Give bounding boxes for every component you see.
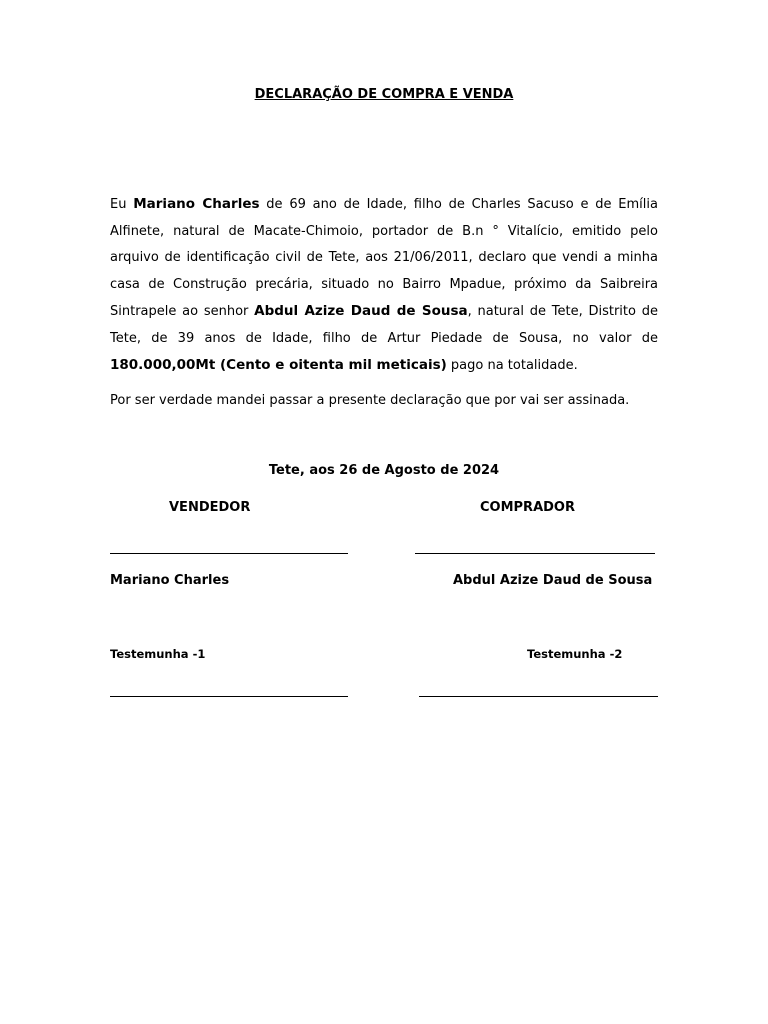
buyer-name-signature: Abdul Azize Daud de Sousa (453, 573, 653, 588)
paragraph-text-3: , natural de Tete, Distrito de Tete, de 39 anos de Idade, filho de Artur Piedade de Sousa, no valor de (110, 304, 658, 346)
paragraph-text-4: pago na totalidade. (446, 358, 578, 373)
witness-1-signature-line (110, 696, 348, 697)
buyer-signature-line (415, 553, 655, 554)
witness-2-signature-line (419, 696, 658, 697)
witness-2-label: Testemunha -2 (527, 647, 623, 661)
buyer-role-label: COMPRADOR (480, 500, 575, 515)
seller-name-inline: Mariano Charles (133, 196, 260, 212)
declaration-paragraph (110, 191, 658, 380)
witness-1-label: Testemunha -1 (110, 647, 206, 661)
place-date-line: Tete, aos 26 de Agosto de 2024 (268, 463, 500, 478)
seller-role-label: VENDEDOR (169, 500, 251, 515)
paragraph-text-2: de 69 ano de Idade, filho de Charles Sacuso e de Emília Alfinete, natural de Macate-Chimoio, portador de B.n ° Vitalício, emitido pelo arquivo de identificação civil de Tete, aos 21/06/2011, declaro que vendi a minha casa de Construção precária, situado no Bairro Mpadue, próximo da Saibreira Sintrapele ao senhor (110, 197, 658, 319)
sale-amount: 180.000,00Mt (Cento e oitenta mil meticais) (110, 357, 447, 373)
closing-paragraph: Por ser verdade mandei passar a presente declaração que por vai ser assinada. (110, 393, 630, 408)
buyer-name-inline: Abdul Azize Daud de Sousa (254, 303, 468, 319)
paragraph-text-1: Eu (110, 197, 134, 212)
seller-name-signature: Mariano Charles (110, 573, 230, 588)
seller-signature-line (110, 553, 348, 554)
document-title: DECLARAÇÃO DE COMPRA E VENDA (254, 87, 514, 102)
